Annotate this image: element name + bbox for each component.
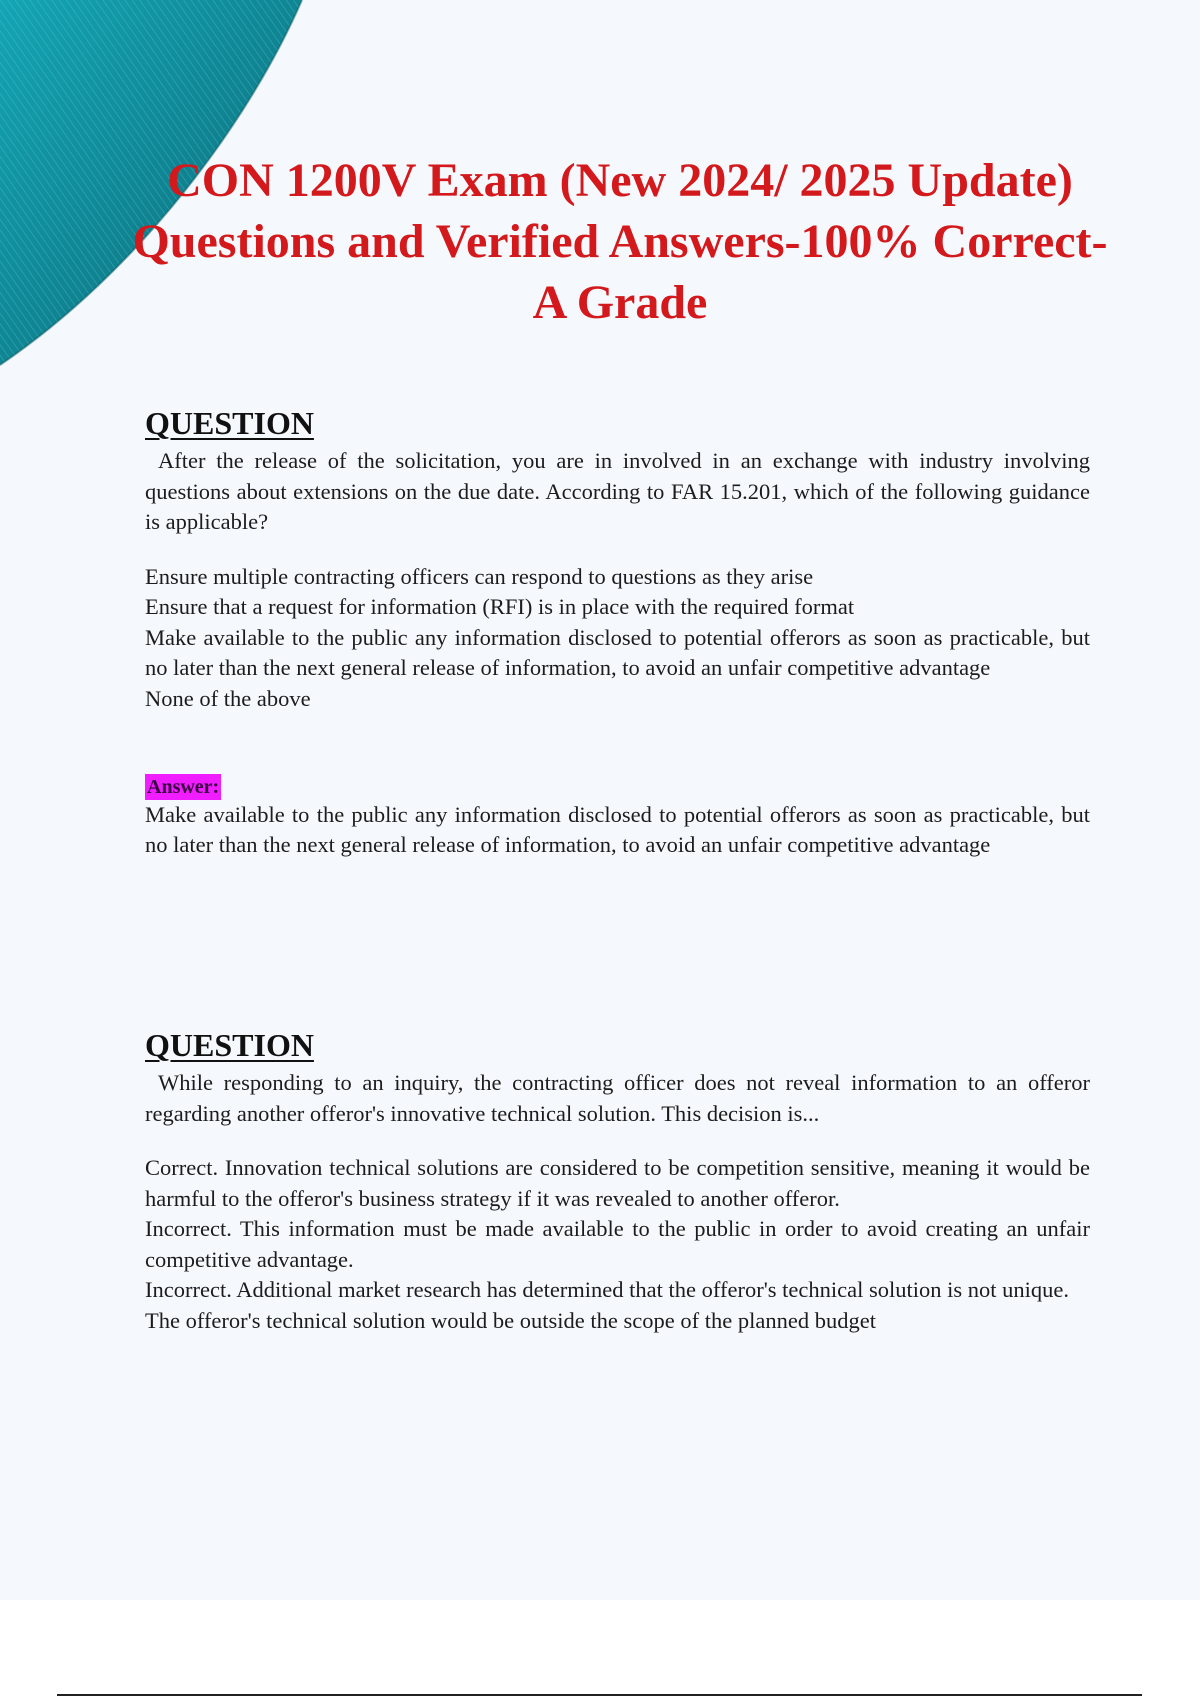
answer-label: Answer:	[147, 776, 220, 798]
question-block-2	[145, 1026, 1090, 1336]
answer-option: The offeror's technical solution would be outside the scope of the planned budget	[145, 1307, 876, 1333]
question-text: While responding to an inquiry, the contracting officer does not reveal information to an offeror regarding another offeror's innovative technical solution. This decision is...	[145, 1070, 1090, 1126]
footer-divider	[57, 1694, 1142, 1696]
answer-options-list	[145, 562, 1090, 715]
answer-option: Incorrect. This information must be made available to the public in order to avoid creating an unfair competitive advantage.	[145, 1216, 1090, 1272]
answer-option: Incorrect. Additional market research has determined that the offeror's technical solution is not unique.	[145, 1277, 1069, 1302]
answer-option: None of the above	[145, 685, 311, 711]
answer-options-list	[145, 1153, 1090, 1336]
answer-option: Correct. Innovation technical solutions are considered to be competition sensitive, meaning it would be harmful to the offeror's business strategy if it was revealed to another offeror.	[145, 1155, 1090, 1211]
answer-text: Make available to the public any information disclosed to potential offerors as soon as practicable, but no later than the next general release of information, to avoid an unfair competitive advantage	[145, 802, 1090, 857]
question-heading: QUESTION	[145, 1027, 314, 1063]
question-heading: QUESTION	[145, 405, 314, 441]
answer-option: Ensure that a request for information (RFI) is in place with the required format	[145, 594, 855, 619]
document-title: CON 1200V Exam (New 2024/ 2025 Update) Questions and Verified Answers-100% Correct- A Grade	[132, 154, 1108, 329]
answer-option: Make available to the public any information disclosed to potential offerors as soon as practicable, but no later than the next general release of information, to avoid an unfair competitive advantage	[145, 624, 1090, 680]
answer-option: Ensure multiple contracting officers can respond to questions as they arise	[145, 563, 814, 589]
question-block-1	[145, 404, 1090, 860]
question-text: After the release of the solicitation, you are in involved in an exchange with industry involving questions about extensions on the due date. According to FAR 15.201, which of the following guidance is applicable?	[145, 448, 1090, 534]
